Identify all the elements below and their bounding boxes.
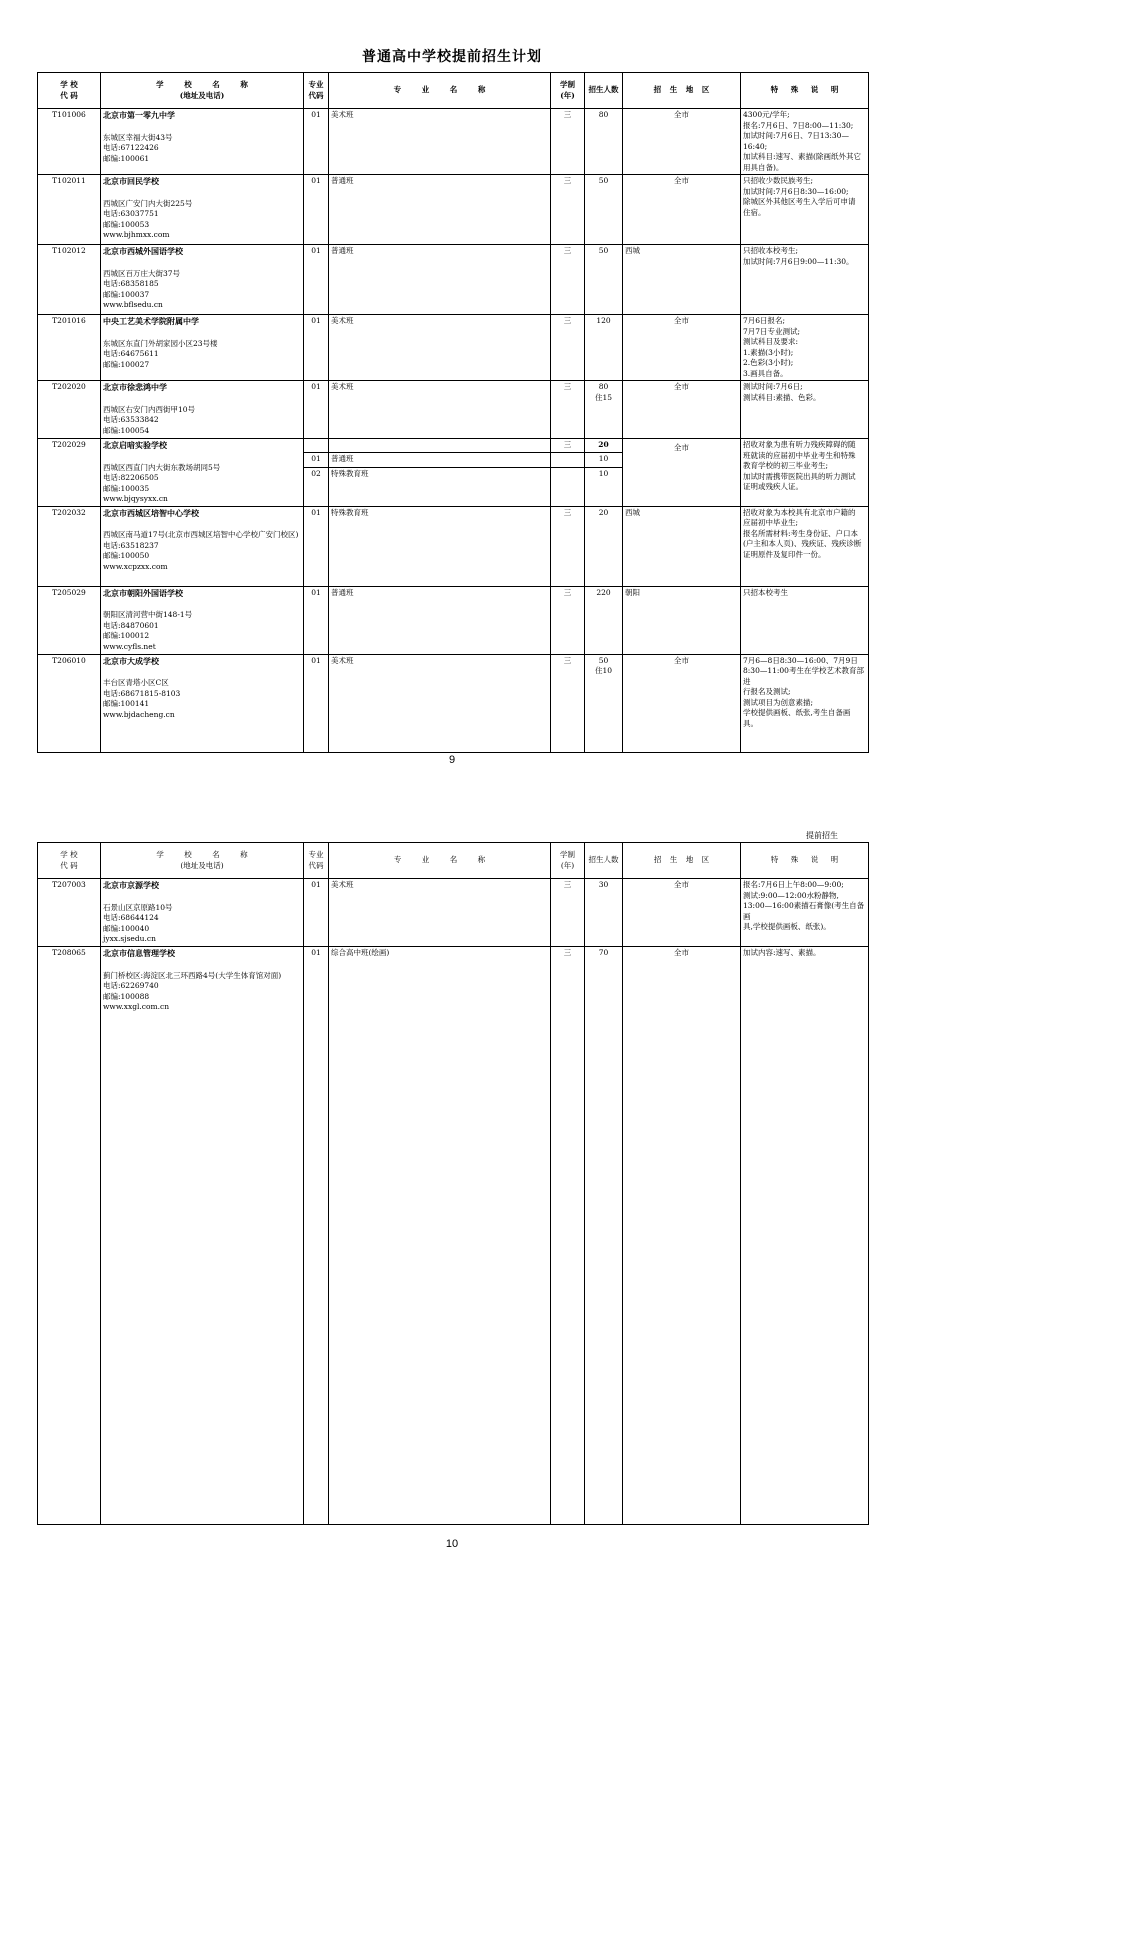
major-code: 01 [304, 175, 329, 245]
years [551, 467, 585, 506]
years: 三 [551, 506, 585, 586]
school-postcode: 邮编:100050 [103, 551, 150, 560]
header-school-name-title: 学 校 名 称 [156, 80, 248, 89]
enroll-count: 70 [585, 947, 623, 1525]
years: 三 [551, 381, 585, 439]
enroll-area: 全市 [623, 879, 741, 947]
years: 三 [551, 315, 585, 381]
school-name: 北京市大成学校 [103, 655, 159, 666]
enroll-count: 20 [585, 506, 623, 586]
major-name: 美术班 [329, 315, 551, 381]
major-code: 01 [304, 506, 329, 586]
enroll-area: 全市 [623, 175, 741, 245]
header-school-code: 学 校 代 码 [38, 843, 101, 879]
special-notes: 报名:7月6日上午8:00—9:00; 测试:9:00—12:00水粉静物, 13:00—16:00素描石膏像(考生自备画 具,学校提供画板、纸张)。 [741, 879, 869, 947]
major-name: 美术班 [329, 879, 551, 947]
enroll-area: 全市 [623, 947, 741, 1525]
school-code: T101006 [38, 109, 101, 175]
header-area: 招 生 地 区 [623, 73, 741, 109]
enroll-area: 全市 [623, 381, 741, 439]
special-notes: 7月6—8日8:30—16:00、7月9日 8:30—11:00考生在学校艺术教育部进 行报名及测试; 测试项目为创意素描; 学校提供画板、纸张,考生自备画 具。 [741, 654, 869, 752]
school-phone: 电话:63518237 [103, 540, 159, 550]
header-school-code: 学 校 代 码 [38, 73, 101, 109]
table-row [38, 654, 869, 752]
school-postcode: 邮编:100040 [103, 923, 150, 933]
table-row [38, 586, 869, 654]
school-cell [101, 109, 304, 175]
school-address: 西城区百万庄大街37号 [103, 268, 181, 278]
enrollment-table-page-9 [37, 72, 869, 753]
major-name: 普通班 [329, 175, 551, 245]
header-major-name: 专 业 名 称 [329, 73, 551, 109]
school-address: 石景山区京原路10号 [103, 902, 173, 912]
school-cell [101, 315, 304, 381]
school-phone: 电话:63037751 [103, 209, 159, 218]
school-postcode: 邮编:100035 [103, 483, 150, 493]
major-code: 01 [304, 381, 329, 439]
school-cell [101, 381, 304, 439]
school-postcode: 邮编:100054 [103, 425, 150, 435]
school-cell [101, 947, 304, 1525]
major-name: 普通班 [329, 586, 551, 654]
school-cell [101, 654, 304, 752]
years: 三 [551, 586, 585, 654]
school-cell [101, 879, 304, 947]
section-tag: 提前招生 [806, 831, 838, 840]
special-notes: 测试时间:7月6日; 测试科目:素描、色彩。 [741, 381, 869, 439]
enroll-area: 朝阳 [623, 586, 741, 654]
school-code: T201016 [38, 315, 101, 381]
school-cell [101, 245, 304, 315]
school-address: 西城区西直门内大街东教场胡同5号 [103, 462, 221, 472]
header-school-name-sub: (地址及电话) [180, 860, 224, 870]
school-name: 北京市信息管理学校 [103, 948, 175, 958]
enroll-count-total: 20 [585, 439, 623, 453]
school-address: 丰台区青塔小区C区 [103, 678, 169, 687]
school-name: 北京市朝阳外国语学校 [103, 587, 183, 598]
school-cell [101, 439, 304, 507]
header-school-name [101, 73, 304, 109]
header-count: 招生人数 [585, 843, 623, 879]
special-notes: 加试内容:速写、素描。 [741, 947, 869, 1525]
school-website: jyxx.sjsedu.cn [103, 934, 156, 943]
school-name: 中央工艺美术学院附属中学 [103, 316, 199, 326]
major-code: 01 [304, 245, 329, 315]
special-notes: 只招收本校考生; 加试时间:7月6日9:00—11:30。 [741, 245, 869, 315]
school-postcode: 邮编:100012 [103, 631, 150, 640]
enroll-count: 50 [585, 245, 623, 315]
school-code: T202020 [38, 381, 101, 439]
school-postcode: 邮编:100088 [103, 991, 150, 1001]
major-code: 01 [304, 109, 329, 175]
enroll-count: 220 [585, 586, 623, 654]
enroll-count: 30 [585, 879, 623, 947]
school-name: 北京市西城外国语学校 [103, 246, 183, 256]
page-number: 10 [445, 1538, 459, 1550]
major-name: 综合高中班(绘画) [329, 947, 551, 1525]
years: 三 [551, 947, 585, 1525]
major-code: 01 [304, 654, 329, 752]
school-name: 北京启喑实验学校 [103, 440, 167, 450]
years: 三 [551, 879, 585, 947]
table-row [38, 109, 869, 175]
special-notes: 只招收少数民族考生; 加试时间:7月6日8:30—16:00; 除城区外其他区考生入学后可申请 住宿。 [741, 175, 869, 245]
enroll-count: 80 [585, 109, 623, 175]
school-address: 东城区东直门外胡家园小区23号楼 [103, 338, 218, 348]
special-notes: 4300元/学年; 报名:7月6日、7日8:00—11:30; 加试时间:7月6日、7日13:30—16:40; 加试科目:速写、素描(除画纸外其它 用具自备)。 [741, 109, 869, 175]
years [551, 453, 585, 467]
school-website: www.bflsedu.cn [103, 300, 163, 309]
school-code: T208065 [38, 947, 101, 1525]
school-code: T202032 [38, 506, 101, 586]
school-code: T207003 [38, 879, 101, 947]
school-code: T102012 [38, 245, 101, 315]
table-row [38, 506, 869, 586]
years: 三 [551, 109, 585, 175]
header-notes: 特 殊 说 明 [741, 73, 869, 109]
header-school-name-title: 学 校 名 称 [156, 850, 248, 859]
school-name: 北京市第一零九中学 [103, 110, 175, 120]
school-website: www.bjhmxx.com [103, 230, 170, 239]
enroll-count: 50 [585, 175, 623, 245]
school-phone: 电话:68671815-8103 [103, 688, 181, 698]
school-name: 北京市徐悲鸿中学 [103, 382, 167, 392]
school-phone: 电话:68358185 [103, 279, 159, 288]
major-name: 普通班 [329, 245, 551, 315]
enroll-area: 全市 [623, 315, 741, 381]
table-row [38, 439, 869, 453]
table-row [38, 245, 869, 315]
school-code: T102011 [38, 175, 101, 245]
enroll-area: 全市 [623, 109, 741, 175]
table-row [38, 381, 869, 439]
school-cell [101, 506, 304, 586]
enroll-area: 西城 [623, 245, 741, 315]
enroll-count: 80 住15 [585, 381, 623, 439]
school-address: 西城区右安门内西街甲10号 [103, 404, 196, 414]
major-code: 01 [304, 586, 329, 654]
school-phone: 电话:63533842 [103, 415, 159, 424]
major-name: 普通班 [329, 453, 551, 467]
header-area: 招 生 地 区 [623, 843, 741, 879]
major-code: 01 [304, 879, 329, 947]
years: 三 [551, 654, 585, 752]
document-title: 普通高中学校提前招生计划 [362, 49, 542, 65]
school-address: 朝阳区清河营中街148-1号 [103, 610, 193, 619]
header-years: 学制 (年) [551, 73, 585, 109]
table-row [38, 315, 869, 381]
major-code: 01 [304, 315, 329, 381]
enroll-count: 10 [585, 453, 623, 467]
table-row [38, 947, 869, 1525]
school-website: www.bjqysyxx.cn [103, 494, 168, 503]
enroll-count: 50 住10 [585, 654, 623, 752]
special-notes: 招收对象为本校具有北京市户籍的 应届初中毕业生; 报名所需材料:考生身份证、户口本 (户主和本人页)、残疾证、残疾诊断 证明原件及复印件一份。 [741, 506, 869, 586]
years: 三 [551, 245, 585, 315]
major-code: 02 [304, 467, 329, 506]
page-10 [0, 800, 904, 1568]
special-notes: 7月6日报名; 7月7日专业测试; 测试科目及要求: 1.素描(3小时); 2.色彩(3小时); 3.画具自备。 [741, 315, 869, 381]
enroll-count: 120 [585, 315, 623, 381]
school-address: 西城区南马道17号(北京市西城区培智中心学校广安门校区) [103, 530, 299, 539]
major-name: 美术班 [329, 654, 551, 752]
table-row [38, 175, 869, 245]
enroll-area: 西城 [623, 506, 741, 586]
school-website: www.cyfls.net [103, 641, 156, 651]
school-postcode: 邮编:100141 [103, 699, 150, 708]
enroll-area: 全市 [623, 439, 741, 507]
school-address: 东城区幸福大街43号 [103, 132, 173, 142]
major-name: 特殊教育班 [329, 467, 551, 506]
enroll-count: 10 [585, 467, 623, 506]
page-number: 9 [448, 754, 456, 766]
school-name: 北京市西城区培智中心学校 [103, 507, 199, 518]
major-name [329, 439, 551, 453]
school-phone: 电话:84870601 [103, 620, 159, 630]
years: 三 [551, 439, 585, 453]
school-postcode: 邮编:100027 [103, 359, 150, 369]
school-code: T206010 [38, 654, 101, 752]
school-phone: 电话:68644124 [103, 913, 159, 922]
school-cell [101, 586, 304, 654]
special-notes: 招收对象为患有听力残疾障碍的随 班就读的应届初中毕业考生和特殊 教育学校的初三毕业考生; 加试时需携带医院出具的听力测试 证明或残疾人证。 [741, 439, 869, 507]
major-name: 美术班 [329, 381, 551, 439]
header-major-code: 专业 代码 [304, 843, 329, 879]
header-major-code: 专业 代码 [304, 73, 329, 109]
school-phone: 电话:62269740 [103, 981, 159, 990]
school-code: T205029 [38, 586, 101, 654]
school-postcode: 邮编:100037 [103, 289, 150, 299]
school-code: T202029 [38, 439, 101, 507]
school-address: 蓟门桥校区:海淀区北三环西路4号(大学生体育馆对面) [103, 970, 282, 980]
school-cell [101, 175, 304, 245]
major-code [304, 439, 329, 453]
enrollment-table-page-10 [37, 842, 869, 1525]
school-website: www.bjdacheng.cn [103, 709, 175, 719]
school-postcode: 邮编:100053 [103, 219, 150, 229]
school-name: 北京市回民学校 [103, 176, 159, 186]
header-count: 招生人数 [585, 73, 623, 109]
school-website: www.xcpzxx.com [103, 561, 168, 571]
school-address: 西城区广安门内大街225号 [103, 198, 193, 208]
school-postcode: 邮编:100061 [103, 153, 150, 163]
page-9 [0, 0, 904, 780]
header-notes: 特 殊 说 明 [741, 843, 869, 879]
school-phone: 电话:64675611 [103, 349, 159, 358]
school-phone: 电话:82206505 [103, 473, 159, 482]
years: 三 [551, 175, 585, 245]
enroll-area: 全市 [623, 654, 741, 752]
major-code: 01 [304, 453, 329, 467]
header-major-name: 专 业 名 称 [329, 843, 551, 879]
special-notes: 只招本校考生 [741, 586, 869, 654]
header-years: 学制 (年) [551, 843, 585, 879]
school-website: www.xxgl.com.cn [103, 1002, 170, 1011]
table-row [38, 879, 869, 947]
major-name: 美术班 [329, 109, 551, 175]
school-name: 北京市京源学校 [103, 880, 159, 890]
header-school-name [101, 843, 304, 879]
major-name: 特殊教育班 [329, 506, 551, 586]
school-phone: 电话:67122426 [103, 143, 159, 152]
header-school-name-sub: (地址及电话) [179, 90, 225, 100]
major-code: 01 [304, 947, 329, 1525]
